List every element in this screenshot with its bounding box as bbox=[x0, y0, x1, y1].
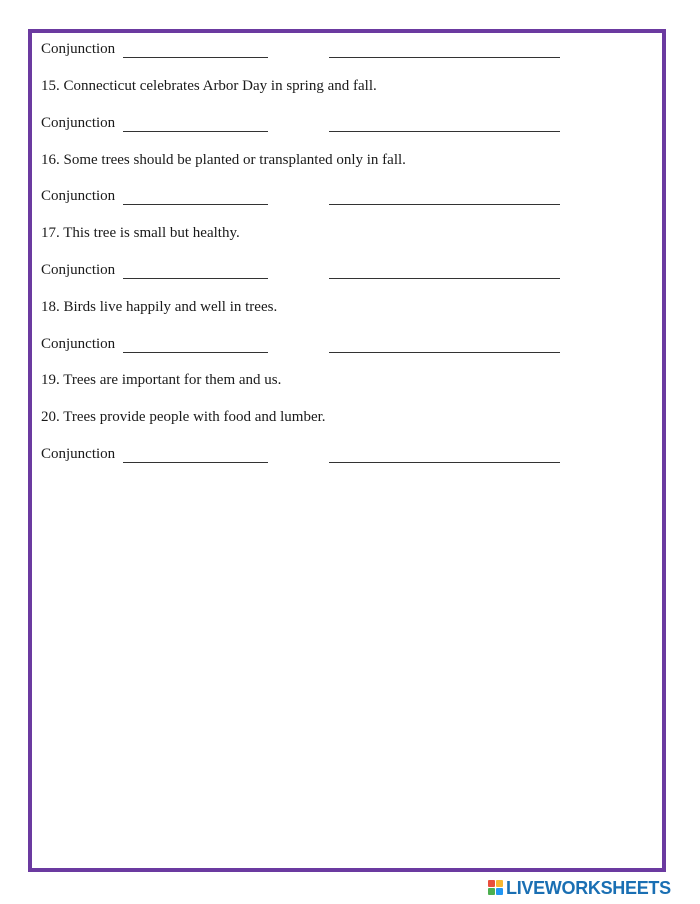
conjunction-label: Conjunction bbox=[41, 41, 116, 57]
sentence-17: 17. This tree is small but healthy. bbox=[41, 225, 240, 241]
logo-square-icon bbox=[488, 888, 495, 895]
sentence-answer-blank[interactable] bbox=[329, 57, 560, 58]
sentence-answer-blank[interactable] bbox=[329, 462, 560, 463]
conjunction-label: Conjunction bbox=[41, 446, 116, 462]
conjunction-label: Conjunction bbox=[41, 262, 116, 278]
sentence-answer-blank[interactable] bbox=[329, 204, 560, 205]
logo-text: LIVEWORKSHEETS bbox=[506, 878, 671, 898]
conjunction-row bbox=[41, 188, 601, 210]
conjunction-answer-blank[interactable] bbox=[123, 57, 268, 58]
conjunction-answer-blank[interactable] bbox=[123, 131, 268, 132]
conjunction-row bbox=[41, 262, 601, 284]
liveworksheets-logo-icon bbox=[488, 880, 504, 896]
conjunction-row bbox=[41, 446, 601, 468]
conjunction-label: Conjunction bbox=[41, 188, 116, 204]
sentence-15: 15. Connecticut celebrates Arbor Day in spring and fall. bbox=[41, 78, 377, 94]
conjunction-row bbox=[41, 115, 601, 137]
conjunction-answer-blank[interactable] bbox=[123, 204, 268, 205]
conjunction-answer-blank[interactable] bbox=[123, 352, 268, 353]
sentence-answer-blank[interactable] bbox=[329, 352, 560, 353]
conjunction-answer-blank[interactable] bbox=[123, 462, 268, 463]
sentence-answer-blank[interactable] bbox=[329, 278, 560, 279]
conjunction-label: Conjunction bbox=[41, 336, 116, 352]
conjunction-label: Conjunction bbox=[41, 115, 116, 131]
logo-square-icon bbox=[496, 880, 503, 887]
sentence-19: 19. Trees are important for them and us. bbox=[41, 372, 282, 388]
conjunction-row bbox=[41, 41, 601, 63]
conjunction-row bbox=[41, 336, 601, 358]
conjunction-answer-blank[interactable] bbox=[123, 278, 268, 279]
logo-square-icon bbox=[496, 888, 503, 895]
liveworksheets-logo bbox=[488, 878, 696, 900]
sentence-answer-blank[interactable] bbox=[329, 131, 560, 132]
logo-square-icon bbox=[488, 880, 495, 887]
sentence-20: 20. Trees provide people with food and lumber. bbox=[41, 409, 326, 425]
sentence-18: 18. Birds live happily and well in trees. bbox=[41, 299, 278, 315]
sentence-16: 16. Some trees should be planted or transplanted only in fall. bbox=[41, 152, 406, 168]
